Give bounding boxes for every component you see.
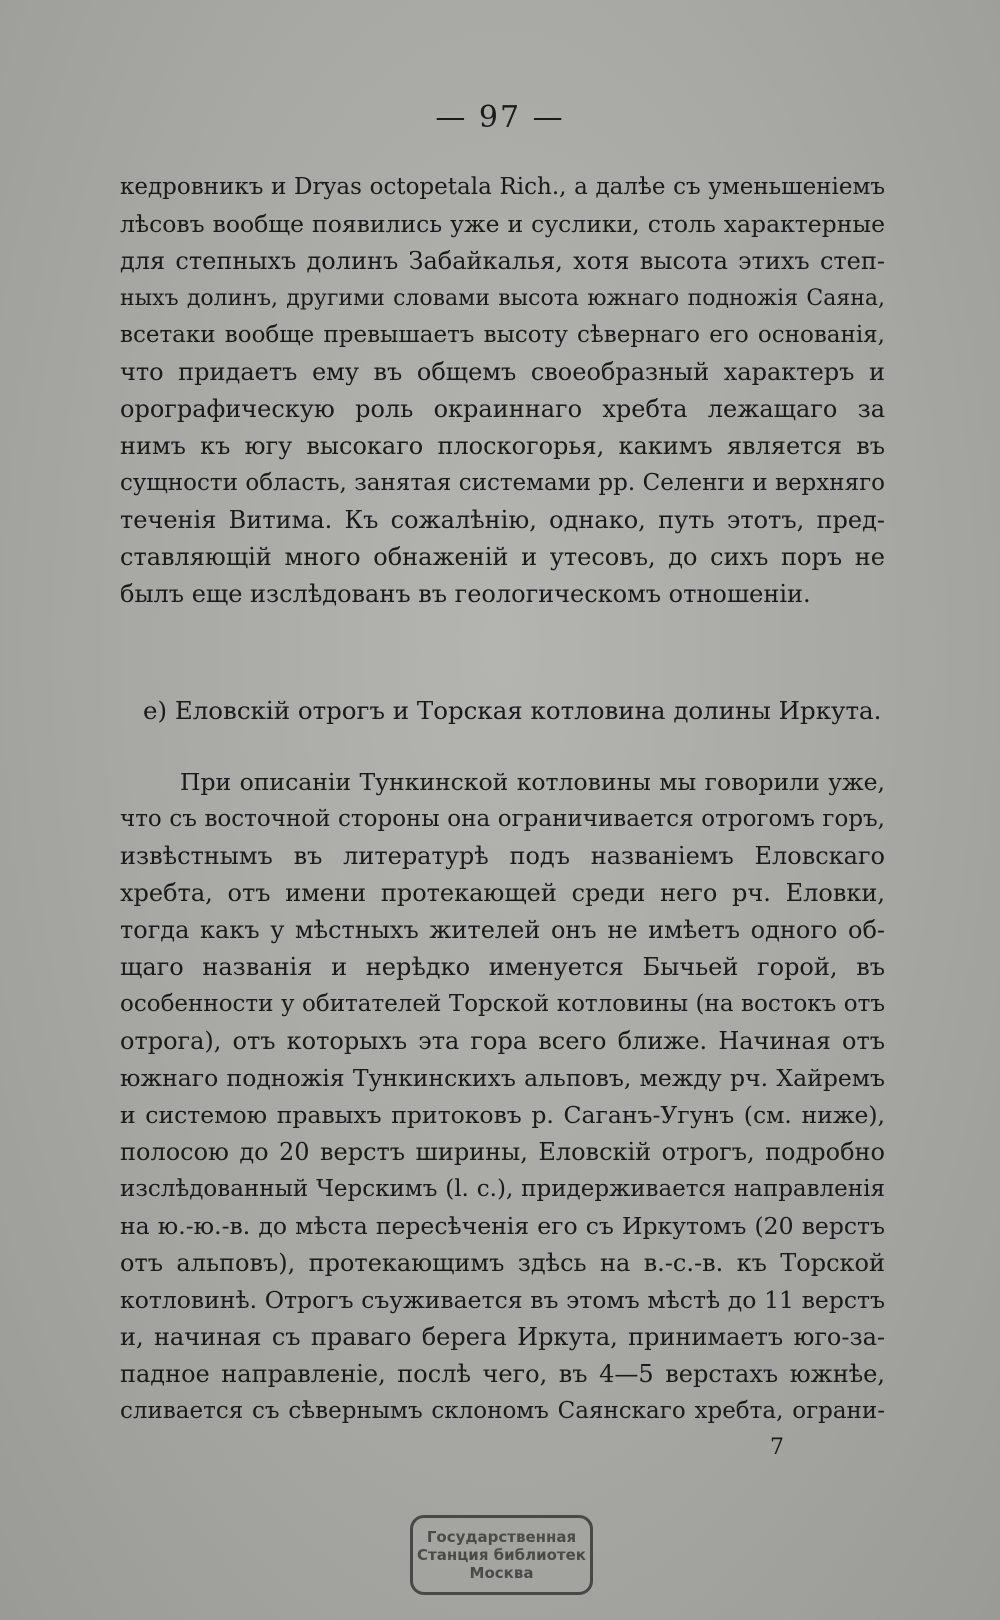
text-line: на ю.-ю.-в. до мѣста пересѣченія его съ Иркутомъ (20 верстъ <box>120 1212 885 1240</box>
text-line: падное направленіе, послѣ чего, въ 4—5 верстахъ южнѣе, <box>120 1360 885 1388</box>
page-number: — 97 — <box>435 100 565 135</box>
text-line: При описаніи Тункинской котловины мы говорили уже, <box>180 768 885 796</box>
text-line: сливается съ сѣвернымъ склономъ Саянскаго хребта, ограни- <box>120 1398 885 1424</box>
text-line: нимъ къ югу высокаго плоскогорья, какимъ является въ <box>120 432 885 460</box>
text-line: отъ альповъ), протекающимъ здѣсь на в.-с.-в. къ Торской <box>120 1249 885 1277</box>
text-line: орографическую роль окраиннаго хребта лежащаго за <box>120 395 885 423</box>
text-line: теченія Витима. Къ сожалѣнію, однако, путь этотъ, пред- <box>120 506 885 534</box>
text-line: сущности область, занятая системами рр. Селенги и верхняго <box>120 470 885 496</box>
text-line: что придаетъ ему въ общемъ своеобразный характеръ и <box>120 358 885 386</box>
text-line: для степныхъ долинъ Забайкалья, хотя высота этихъ степ- <box>120 247 885 275</box>
text-line: хребта, отъ имени протекающей среди него рч. Еловки, <box>120 879 885 907</box>
text-line: былъ еще изслѣдованъ въ геологическомъ отношеніи. <box>120 580 811 608</box>
text-line: и, начиная съ праваго берега Иркута, принимаетъ юго-за- <box>120 1323 885 1351</box>
stamp-line: Москва <box>469 1564 534 1582</box>
text-line: особенности у обитателей Торской котловины (на востокъ отъ <box>120 991 885 1017</box>
text-line: южнаго подножія Тункинскихъ альповъ, между рч. Хайремъ <box>120 1064 885 1092</box>
signature-number: 7 <box>770 1435 784 1460</box>
text-line: и системою правыхъ притоковъ р. Саганъ-Угунъ (см. ниже), <box>120 1101 885 1129</box>
text-line: отрога), отъ которыхъ эта гора всего ближе. Начиная отъ <box>120 1027 885 1055</box>
text-line: ныхъ долинъ, другими словами высота южнаго подножія Саяна, <box>120 286 885 311</box>
library-stamp <box>410 1515 593 1595</box>
text-line: котловинѣ. Отрогъ съуживается въ этомъ мѣстѣ до 11 верстъ <box>120 1286 885 1314</box>
text-line: щаго названія и нерѣдко именуется Бычьей горой, въ <box>120 953 885 981</box>
paragraph-2 <box>120 764 885 1430</box>
text-line: кедровникъ и Dryas octopetala Rich., а далѣе съ уменьшеніемъ <box>120 174 885 200</box>
section-heading: e) Еловскій отрогъ и Торская котловина долины Иркута. <box>143 696 882 725</box>
paragraph-1 <box>120 169 885 613</box>
text-line: полосою до 20 верстъ ширины, Еловскій отрогъ, подробно <box>120 1138 885 1166</box>
text-line: всетаки вообще превышаетъ высоту сѣвернаго его основанія, <box>120 322 885 348</box>
text-line: изслѣдованный Черскимъ (l. c.), придерживается направленія <box>120 1176 885 1202</box>
text-line: что съ восточной стороны она ограничивается отрогомъ горъ, <box>120 806 885 832</box>
stamp-line: Станция библиотек <box>417 1546 586 1564</box>
text-line: тогда какъ у мѣстныхъ жителей онъ не имѣетъ одного об- <box>120 916 885 944</box>
text-line: извѣстнымъ въ литературѣ подъ названіемъ Еловскаго <box>120 842 885 870</box>
stamp-line: Государственная <box>426 1528 577 1546</box>
text-line: лѣсовъ вообще появились уже и суслики, столь характерные <box>120 210 885 238</box>
text-line: ставляющій много обнаженій и утесовъ, до сихъ поръ не <box>120 543 885 571</box>
